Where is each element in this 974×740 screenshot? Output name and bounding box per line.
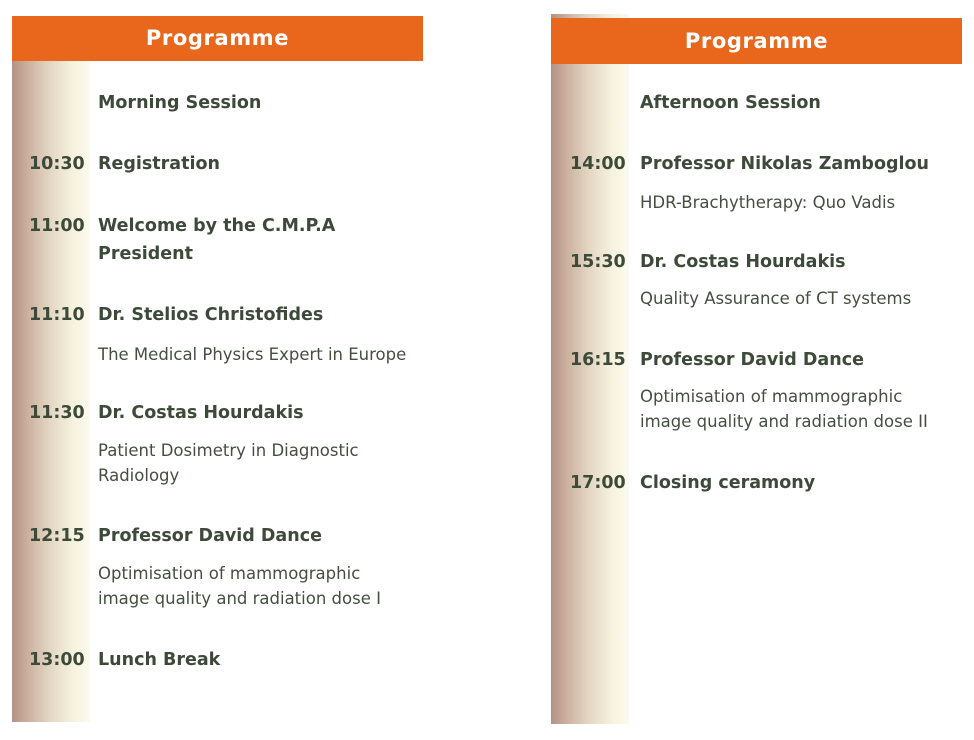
item-description: Quality Assurance of CT systems	[640, 289, 912, 308]
item-description: Optimisation of mammographic image quality and radiation dose I	[98, 564, 381, 608]
item-time: 15:30	[570, 252, 626, 272]
item-title: Professor David Dance	[98, 526, 322, 546]
item-title: Professor Nikolas Zamboglou	[640, 154, 929, 174]
item-title: Dr. Costas Hourdakis	[640, 252, 846, 272]
item-description: Patient Dosimetry in Diagnostic Radiology	[98, 441, 359, 485]
item-title: Professor David Dance	[640, 350, 864, 370]
item-time: 14:00	[570, 154, 626, 174]
session-title: Afternoon Session	[640, 93, 821, 113]
item-title: Dr. Costas Hourdakis	[98, 403, 304, 423]
item-time: 11:00	[29, 216, 85, 236]
item-title: Registration	[98, 154, 220, 174]
programme-header: Programme	[551, 18, 962, 64]
programme-panel-morning	[0, 0, 430, 740]
item-time: 13:00	[29, 650, 85, 670]
item-time: 16:15	[570, 350, 626, 370]
item-title: Lunch Break	[98, 650, 221, 670]
session-title: Morning Session	[98, 93, 262, 113]
item-time: 11:10	[29, 305, 85, 325]
item-description: The Medical Physics Expert in Europe	[98, 345, 407, 364]
programme-header: Programme	[12, 16, 423, 61]
time-column-stripe	[12, 16, 90, 722]
item-time: 11:30	[29, 403, 85, 423]
item-description: Optimisation of mammographic image quality and radiation dose II	[640, 387, 928, 431]
item-time: 10:30	[29, 154, 85, 174]
item-description: HDR-Brachytherapy: Quo Vadis	[640, 193, 896, 212]
item-title: Dr. Stelios Christofides	[98, 305, 324, 325]
item-title: Welcome by the C.M.P.A President	[98, 216, 336, 264]
item-time: 17:00	[570, 473, 626, 493]
programme-panel-afternoon	[540, 0, 974, 740]
item-title: Closing ceramony	[640, 473, 816, 493]
item-time: 12:15	[29, 526, 85, 546]
